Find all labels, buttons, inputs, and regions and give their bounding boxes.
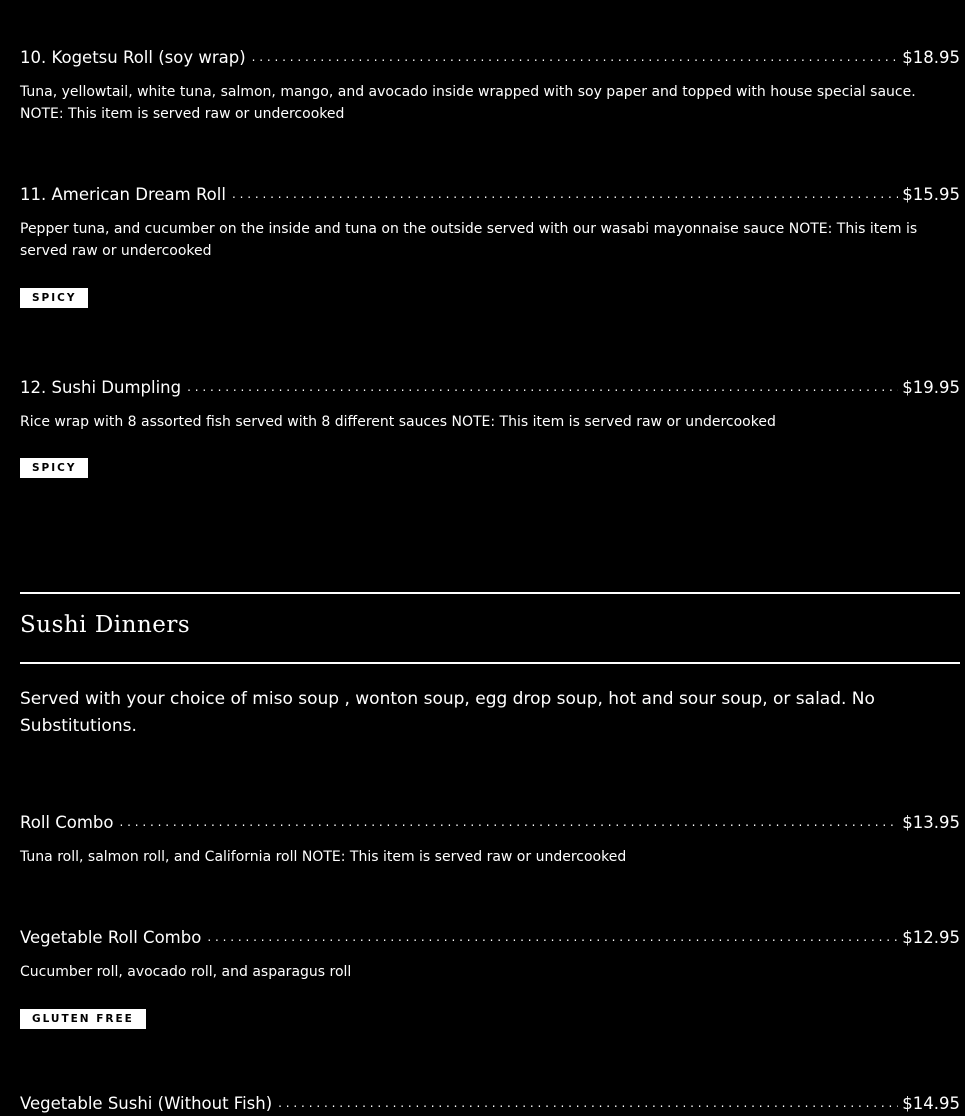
menu-item-price: $14.95	[902, 1094, 960, 1113]
menu-item	[20, 46, 960, 125]
menu-item-header	[20, 926, 960, 950]
menu-item-header	[20, 1092, 960, 1116]
menu-item-description: Pepper tuna, and cucumber on the inside and tuna on the outside served with our wasabi mayonnaise sauce NOTE: This item is served raw or undercooked	[20, 221, 918, 259]
menu-item-description: Tuna roll, salmon roll, and California roll NOTE: This item is served raw or undercooked	[20, 849, 627, 865]
section-bottom-divider	[20, 662, 960, 664]
dotted-leader	[232, 182, 898, 206]
menu-item	[20, 376, 960, 478]
menu-item-description: Cucumber roll, avocado roll, and asparagus roll	[20, 964, 352, 980]
dotted-leader	[120, 810, 899, 834]
menu-item-header	[20, 811, 960, 835]
dotted-leader	[187, 375, 898, 399]
dotted-leader	[207, 925, 898, 949]
gluten-free-badge: GLUTEN FREE	[20, 1009, 146, 1029]
section-top-divider	[20, 592, 960, 594]
section-description: Served with your choice of miso soup , wonton soup, egg drop soup, hot and sour soup, or salad. No Substitutions.	[20, 689, 875, 736]
menu-item-name: 12. Sushi Dumpling	[20, 378, 182, 397]
menu-item-name: Vegetable Roll Combo	[20, 928, 202, 947]
menu-item-header	[20, 183, 960, 207]
menu-item-name: Vegetable Sushi (Without Fish)	[20, 1094, 273, 1113]
menu-item	[20, 183, 960, 308]
menu-item	[20, 1092, 960, 1116]
section-title: Sushi Dinners	[20, 612, 191, 638]
menu-item-name: Roll Combo	[20, 813, 114, 832]
menu-item	[20, 926, 960, 1029]
menu-item-price: $12.95	[902, 928, 960, 947]
menu-item-price: $13.95	[902, 813, 960, 832]
dotted-leader	[278, 1091, 898, 1115]
menu-item-price: $19.95	[902, 378, 960, 397]
menu-item-price: $18.95	[902, 48, 960, 67]
menu-item-name: 11. American Dream Roll	[20, 185, 226, 204]
menu-item	[20, 811, 960, 868]
menu-item-description: Tuna, yellowtail, white tuna, salmon, mango, and avocado inside wrapped with soy paper and topped with house special sauce. NOTE: This item is served raw or undercooked	[20, 84, 916, 122]
menu-item-name: 10. Kogetsu Roll (soy wrap)	[20, 48, 246, 67]
menu-item-header	[20, 376, 960, 400]
menu-item-price: $15.95	[902, 185, 960, 204]
menu-item-description: Rice wrap with 8 assorted fish served with 8 different sauces NOTE: This item is served raw or undercooked	[20, 414, 776, 430]
spicy-badge: SPICY	[20, 288, 88, 308]
dotted-leader	[252, 45, 899, 69]
menu-item-header	[20, 46, 960, 70]
spicy-badge: SPICY	[20, 458, 88, 478]
